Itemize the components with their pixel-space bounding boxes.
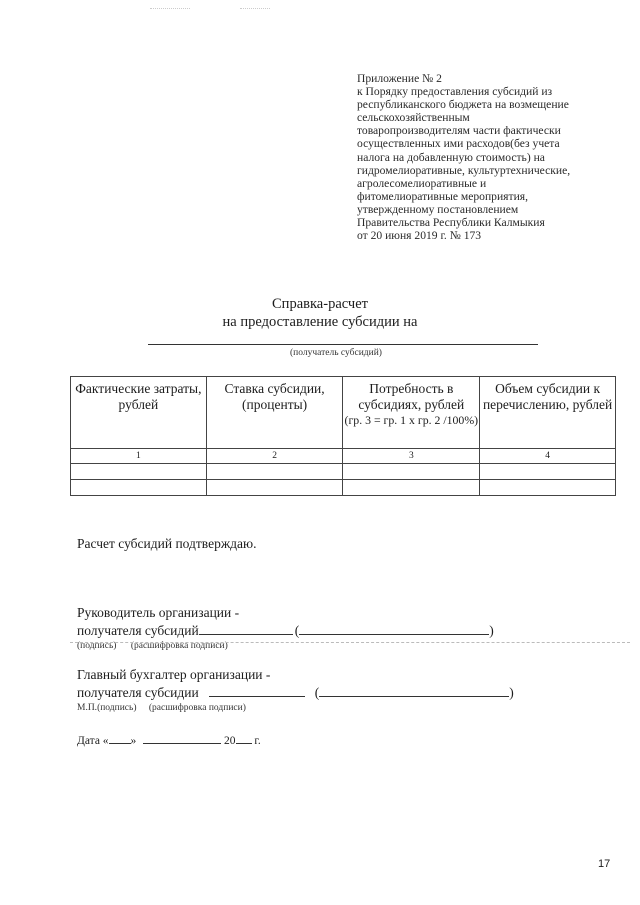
appendix-line: утвержденному постановлением	[357, 202, 519, 216]
table-row	[71, 464, 616, 480]
day-blank[interactable]	[109, 733, 131, 744]
appendix-line: налога на добавленную стоимость) на	[357, 150, 545, 164]
column-number-row	[71, 449, 616, 464]
table-row	[71, 480, 616, 496]
column-number: 2	[206, 449, 343, 464]
caption-signature: (подпись)	[97, 703, 137, 713]
table-cell[interactable]	[206, 480, 343, 496]
paren-open: (	[294, 623, 300, 638]
header-label: Ставка субсидии, (проценты)	[224, 381, 325, 412]
appendix-line: товаропроизводителям части фактически	[357, 124, 561, 138]
accountant-title-line2: получателя субсидии	[77, 685, 199, 700]
header-formula-note: (гр. 3 = гр. 1 х гр. 2 /100%)	[344, 413, 479, 427]
appendix-line: республиканского бюджета на возмещение	[357, 98, 569, 112]
year-blank[interactable]	[236, 733, 252, 744]
scan-mark	[150, 8, 190, 13]
accountant-signature-blank[interactable]	[209, 684, 305, 697]
year-suffix: г.	[254, 735, 261, 747]
head-signature-row	[77, 622, 494, 639]
accountant-name-blank[interactable]	[319, 684, 509, 697]
appendix-line: фитомелиоративные мероприятия,	[357, 189, 529, 203]
appendix-line: от 20 июня 2019 г. № 173	[357, 229, 482, 243]
date-label: Дата «	[77, 735, 109, 747]
appendix-block	[357, 72, 607, 242]
caption-stamp: М.П.	[77, 703, 98, 713]
table-cell[interactable]	[480, 480, 616, 496]
appendix-line: осуществленных ими расходов(без учета	[357, 137, 560, 151]
header-subsidy-need	[343, 377, 480, 449]
appendix-line: к Порядку предоставления субсидий из	[357, 85, 553, 99]
head-title-line1: Руководитель организации -	[77, 605, 240, 620]
divider	[70, 642, 630, 643]
caption-signature: (подпись)	[77, 641, 117, 651]
column-number: 4	[480, 449, 616, 464]
header-label: Фактические затраты, рублей	[75, 381, 202, 412]
year-prefix: 20	[224, 735, 236, 747]
recipient-blank-line[interactable]	[148, 344, 538, 345]
header-subsidy-rate	[206, 377, 343, 449]
head-title-line2: получателя субсидий	[77, 623, 199, 638]
confirmation-text: Расчет субсидий подтверждаю.	[77, 536, 257, 551]
table-header-row	[71, 377, 616, 449]
accountant-title-line1: Главный бухгалтер организации -	[77, 667, 271, 682]
head-name-blank[interactable]	[299, 622, 489, 635]
column-number: 3	[343, 449, 480, 464]
accountant-captions	[77, 703, 246, 713]
caption-decoding: (расшифровка подписи)	[130, 641, 228, 651]
appendix-line: сельскохозяйственным	[357, 111, 470, 125]
header-label: Потребность в субсидиях, рублей	[358, 381, 465, 412]
paren-open: (	[314, 685, 320, 700]
table-cell[interactable]	[71, 480, 207, 496]
paren-close: )	[489, 623, 494, 638]
document-title: Справка-расчет	[272, 296, 368, 312]
table-cell[interactable]	[71, 464, 207, 480]
head-signature-blank[interactable]	[199, 622, 293, 635]
appendix-line: Правительства Республики Калмыкия	[357, 216, 545, 230]
appendix-line: Приложение № 2	[357, 72, 442, 85]
quote-close: »	[130, 735, 137, 747]
appendix-line: агролесомелиоративные и	[357, 176, 487, 190]
caption-decoding: (расшифровка подписи)	[148, 703, 246, 713]
table-cell[interactable]	[480, 464, 616, 480]
document-subtitle: на предоставление субсидии на	[222, 314, 418, 330]
table-cell[interactable]	[343, 480, 480, 496]
recipient-caption: (получатель субсидий)	[290, 348, 382, 358]
header-actual-costs	[71, 377, 207, 449]
page-number: 17	[598, 858, 611, 870]
header-transfer-amount	[480, 377, 616, 449]
appendix-line: гидромелиоративные, культуртехнические,	[357, 163, 571, 177]
date-row	[77, 733, 261, 747]
accountant-signature-row	[77, 684, 514, 701]
scan-mark	[240, 8, 270, 13]
month-blank[interactable]	[143, 733, 221, 744]
calculation-table	[70, 376, 616, 496]
table-cell[interactable]	[343, 464, 480, 480]
header-label: Объем субсидии к перечислению, рублей	[482, 381, 613, 412]
table-cell[interactable]	[206, 464, 343, 480]
column-number: 1	[71, 449, 207, 464]
paren-close: )	[509, 685, 514, 700]
